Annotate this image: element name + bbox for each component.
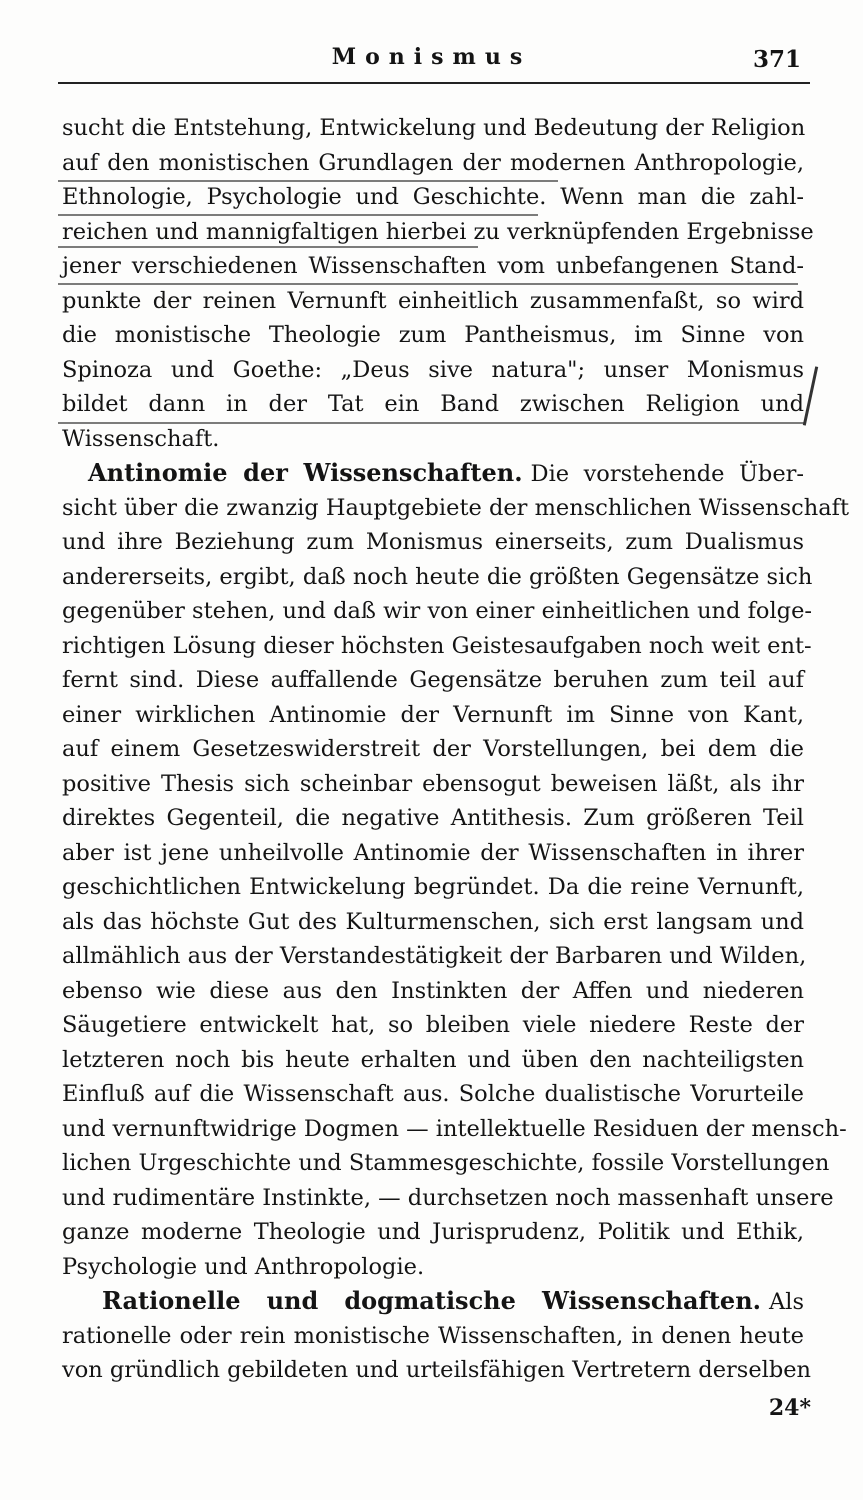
text-line: sucht die Entstehung, Entwickelung und Bedeutung der Religion	[62, 115, 806, 141]
text-line: reichen und mannigfaltigen hierbei zu verknüpfenden Ergebnisse	[62, 218, 814, 245]
text-line: allmählich aus der Verstandestätigkeit der Barbaren und Wilden,	[62, 943, 807, 969]
text-line: als das höchste Gut des Kulturmenschen, sich erst langsam und	[62, 908, 804, 935]
text-line: Ethnologie, Psychologie und Geschichte. Wenn man die zahl-	[62, 184, 804, 210]
text-line: fernt sind. Diese auffallende Gegensätze beruhen zum teil auf	[62, 667, 804, 693]
text-line: positive Thesis sich scheinbar ebensogut beweisen läßt, als ihr	[62, 770, 804, 797]
text-line: gegenüber stehen, und daß wir von einer einheitlichen und folge-	[62, 598, 812, 624]
text-line: und vernunftwidrige Dogmen — intellektuelle Residuen der mensch-	[62, 1115, 847, 1142]
running-title: Monismus	[331, 44, 532, 70]
body-text	[62, 111, 850, 1388]
text-line: von gründlich gebildeten und urteilsfähigen Vertretern derselben	[62, 1357, 812, 1383]
printer-signature: 24*	[768, 1395, 811, 1421]
heading-line-rest: Die vorstehende Über-	[530, 461, 804, 487]
text-line	[62, 456, 804, 491]
text-line: direktes Gegenteil, die negative Antithesis. Zum größeren Teil	[62, 805, 804, 831]
section-heading: Rationelle und dogmatische Wissenschaften.	[102, 1286, 761, 1315]
text-line: und rudimentäre Instinkte, — durchsetzen noch massenhaft unsere	[62, 1184, 834, 1211]
text-line: punkte der reinen Vernunft einheitlich zusammenfaßt, so wird	[62, 287, 804, 314]
text-line	[62, 1284, 804, 1319]
text-line: bildet dann in der Tat ein Band zwischen Religion und	[62, 391, 804, 417]
text-line: jener verschiedenen Wissenschaften vom unbefangenen Stand-	[62, 253, 804, 279]
paragraph-3	[62, 1284, 812, 1388]
text-line: richtigen Lösung dieser höchsten Geistesaufgaben noch weit ent-	[62, 632, 812, 659]
paragraph-1	[62, 111, 814, 456]
text-line: rationelle oder rein monistische Wissenschaften, in denen heute	[62, 1322, 804, 1349]
page-number: 371	[752, 46, 801, 73]
margin-pencil-mark	[803, 366, 818, 425]
paragraph-2	[62, 456, 850, 1284]
section-heading: Antinomie der Wissenschaften.	[88, 458, 523, 487]
text-line: Psychologie und Anthropologie.	[62, 1253, 425, 1280]
header-rule	[58, 82, 810, 84]
text-line: auf einem Gesetzeswiderstreit der Vorstellungen, bei dem die	[62, 736, 804, 762]
text-line: Einfluß auf die Wissenschaft aus. Solche dualistische Vorurteile	[62, 1081, 804, 1107]
text-line: letzteren noch bis heute erhalten und üben den nachteiligsten	[62, 1046, 804, 1073]
text-line: geschichtlichen Entwickelung begründet. Da die reine Vernunft,	[62, 874, 804, 900]
text-line: einer wirklichen Antinomie der Vernunft im Sinne von Kant,	[62, 701, 804, 728]
text-line: ebenso wie diese aus den Instinkten der Affen und niederen	[62, 977, 804, 1004]
text-line: die monistische Theologie zum Pantheismus, im Sinne von	[62, 322, 804, 348]
text-line: Spinoza und Goethe: „Deus sive natura"; unser Monismus	[62, 356, 804, 383]
text-line: Wissenschaft.	[62, 425, 220, 452]
text-line: und ihre Beziehung zum Monismus einerseits, zum Dualismus	[62, 529, 804, 555]
text-line: lichen Urgeschichte und Stammesgeschichte, fossile Vorstellungen	[62, 1150, 830, 1176]
text-line: ganze moderne Theologie und Jurisprudenz, Politik und Ethik,	[62, 1219, 804, 1245]
text-line: andererseits, ergibt, daß noch heute die größten Gegensätze sich	[62, 563, 813, 590]
text-line: auf den monistischen Grundlagen der modernen Anthropologie,	[62, 149, 804, 176]
text-line: sicht über die zwanzig Hauptgebiete der menschlichen Wissenschaft	[62, 494, 850, 521]
text-line: aber ist jene unheilvolle Antinomie der Wissenschaften in ihrer	[62, 839, 804, 866]
heading-line-rest: Als	[769, 1289, 804, 1315]
text-line: Säugetiere entwickelt hat, so bleiben viele niedere Reste der	[62, 1012, 804, 1038]
